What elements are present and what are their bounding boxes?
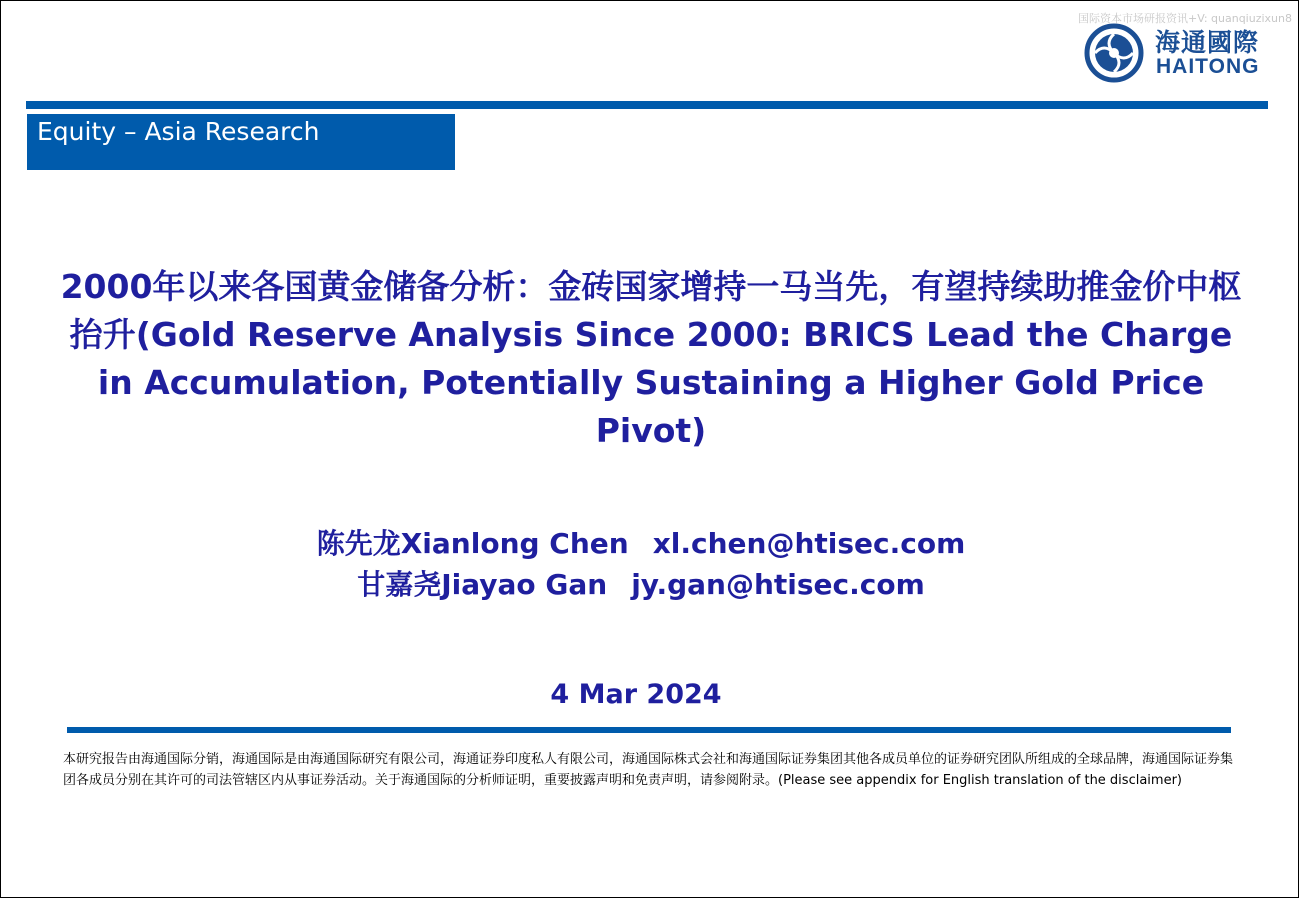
header-divider [26,101,1268,109]
logo-english-name: HAITONG [1156,55,1260,78]
watermark-text: 国际资本市场研报资讯+V: quanqiuzixun8 [1077,12,1292,25]
author-list [1,523,1281,605]
disclaimer-text: 本研究报告由海通国际分销，海通国际是由海通国际研究有限公司，海通证券印度私人有限公司，海通国际株式会社和海通国际证券集团其他各成员单位的证券研究团队所组成的全球品牌，海通国际证券集团各成员分别在其许可的司法管辖区内从事证券活动。关于海通国际的分析师证明，重要披露声明和免责声明，请参阅附录。(Please see appendix for English translation of the disclaimer) [63,752,1234,788]
author-name: 甘嘉尧Jiayao Gan [357,568,608,601]
author-email[interactable]: xl.chen@htisec.com [652,527,966,560]
haitong-logo-mark-icon [1084,23,1144,83]
report-title: 2000年以来各国黄金储备分析：金砖国家增持一马当先，有望持续助推金价中枢抬升(Gold Reserve Analysis Since 2000: BRICS Lead the Charge in Accumulation, Potentially Sustaining a Higher Gold Price Pivot) [60,267,1242,450]
section-tag-label: Equity – Asia Research [37,117,320,146]
author-name: 陈先龙Xianlong Chen [316,527,629,560]
author-line [1,523,1281,564]
section-tag [27,114,455,170]
logo-chinese-name: 海通國際 [1155,28,1260,57]
author-email[interactable]: jy.gan@htisec.com [631,568,925,601]
report-date: 4 Mar 2024 [550,679,722,710]
footer-divider [67,727,1231,733]
haitong-logo [1084,23,1269,83]
author-line [1,564,1281,605]
